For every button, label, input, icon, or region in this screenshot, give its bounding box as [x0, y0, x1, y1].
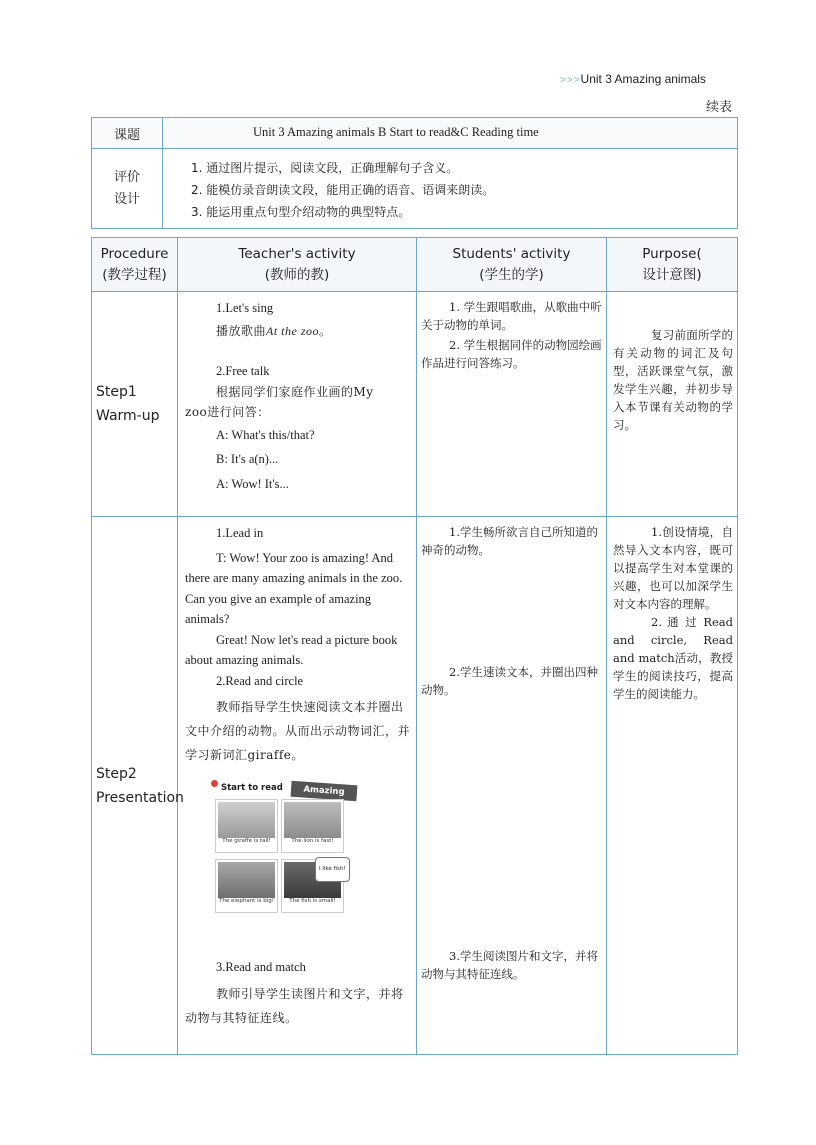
- lion-panel: [281, 799, 344, 853]
- goal-item: 3. 能运用重点句型介绍动物的典型特点。: [191, 205, 411, 219]
- elephant-caption: The elephant is big!: [219, 897, 274, 904]
- continued-label: 续表: [706, 100, 733, 115]
- elephant-panel: [215, 859, 278, 913]
- giraffe-caption: The giraffe is tall!: [222, 837, 271, 844]
- fish-caption: The fish is small!: [289, 897, 336, 904]
- step2-students: [417, 517, 607, 1055]
- student-activity: 1. 学生跟唱歌曲，从歌曲中听关于动物的单词。: [421, 300, 602, 332]
- teacher-header: Teacher's activity (教师的教): [178, 238, 417, 292]
- step1-teacher-title-a: 1.Let's sing: [216, 301, 274, 315]
- student-activity: 3.学生阅读图片和文字，并将动物与其特征连线。: [421, 949, 598, 981]
- eval-label-line1: 评价: [113, 169, 140, 185]
- giraffe-panel: [215, 799, 278, 853]
- step1-teacher: [178, 292, 417, 517]
- step2-teacher-text-a1: T: Wow! Your zoo is amazing! And there are many amazing animals in the zoo. Can you give an example of amazing animals?: [185, 550, 403, 626]
- amazing-animals-banner: Amazing: [291, 781, 358, 802]
- step1-teacher-title-b: 2.Free talk: [216, 364, 270, 378]
- eval-goals-cell: [163, 149, 738, 229]
- step1-teacher-text-b1: 根据同学们家庭作业画的My: [216, 384, 374, 399]
- step2-label: Step2 Presentation: [92, 517, 178, 1055]
- step2-teacher-title-c: 3.Read and match: [216, 960, 306, 974]
- step2-row: [92, 517, 738, 1055]
- step2-purpose: [607, 517, 738, 1055]
- step2-teacher-text-a2: Great! Now let's read a picture book about amazing animals.: [185, 632, 398, 667]
- topic-label: 课题: [92, 118, 163, 149]
- purpose-text: 1.创设情境，自然导入文本内容，既可以提高学生对本堂课的兴趣，也可以加深学生对文本内容的理解。: [613, 525, 733, 611]
- step1-purpose: [607, 292, 738, 517]
- procedure-header: Procedure (教学过程): [92, 238, 178, 292]
- step1-label: Step1 Warm-up: [92, 292, 178, 517]
- procedure-header-row: [92, 238, 738, 292]
- step1-row: [92, 292, 738, 517]
- step2-teacher: [178, 517, 417, 1055]
- student-activity: 1.学生畅所欲言自己所知道的神奇的动物。: [421, 525, 598, 557]
- lesson-info-table: [91, 117, 738, 229]
- purpose-header: Purpose( 设计意图): [607, 238, 738, 292]
- eval-label-line2: 设计: [113, 191, 140, 207]
- step2-teacher-title-b: 2.Read and circle: [216, 673, 304, 688]
- eval-goals: [163, 149, 737, 223]
- header-unit-title: Unit 3 Amazing animals: [580, 72, 706, 86]
- textbook-picture: [209, 777, 357, 915]
- purpose-text: 复习前面所学的有关动物的词汇及句型，活跃课堂气氛，激发学生兴趣，并初步导入本节课有关动物的学习。: [613, 328, 733, 432]
- student-activity: 2. 学生根据同伴的动物园绘画作品进行问答练习。: [421, 338, 602, 370]
- start-to-read-tag: Start to read: [209, 777, 287, 800]
- dialog-line: B: It's a(n)...: [216, 452, 279, 466]
- purpose-text: 2. 通 过 Read and circle, Read and match活动，教授学生的阅读技巧，提高学生的阅读能力。: [613, 615, 733, 701]
- unit-header: [560, 72, 706, 86]
- speech-bubble: I like fish!: [315, 857, 350, 882]
- goal-item: 2. 能模仿录音朗读文段，能用正确的语音、语调来朗读。: [191, 183, 495, 197]
- step1-teacher-text-a: 播放歌曲At the zoo。: [216, 323, 332, 338]
- step1-students: [417, 292, 607, 517]
- header-arrows: >>>: [560, 75, 581, 86]
- dialog-line: A: Wow! It's...: [216, 476, 289, 491]
- step2-teacher-text-c: 教师引导学生读图片和文字，并将动物与其特征连线。: [185, 986, 404, 1025]
- step2-teacher-text-b: 教师指导学生快速阅读文本并圈出文中介绍的动物。从而出示动物词汇，并学习新词汇giraffe。: [185, 700, 411, 762]
- dialog-line: A: What's this/that?: [216, 427, 315, 442]
- topic-cell: [163, 118, 738, 149]
- student-activity: 2.学生速读文本，并圈出四种动物。: [421, 665, 598, 697]
- step2-teacher-title-a: 1.Lead in: [216, 526, 264, 540]
- procedure-table: [91, 237, 738, 1055]
- topic-text: Unit 3 Amazing animals B Start to read&C Reading time: [253, 125, 539, 139]
- lion-caption: The lion is fast!: [291, 837, 334, 844]
- eval-label: [92, 149, 163, 229]
- students-header: Students' activity (学生的学): [417, 238, 607, 292]
- step1-teacher-text-b2: zoo进行问答：: [185, 405, 270, 419]
- goal-item: 1. 通过图片提示，阅读文段，正确理解句子含义。: [191, 161, 459, 175]
